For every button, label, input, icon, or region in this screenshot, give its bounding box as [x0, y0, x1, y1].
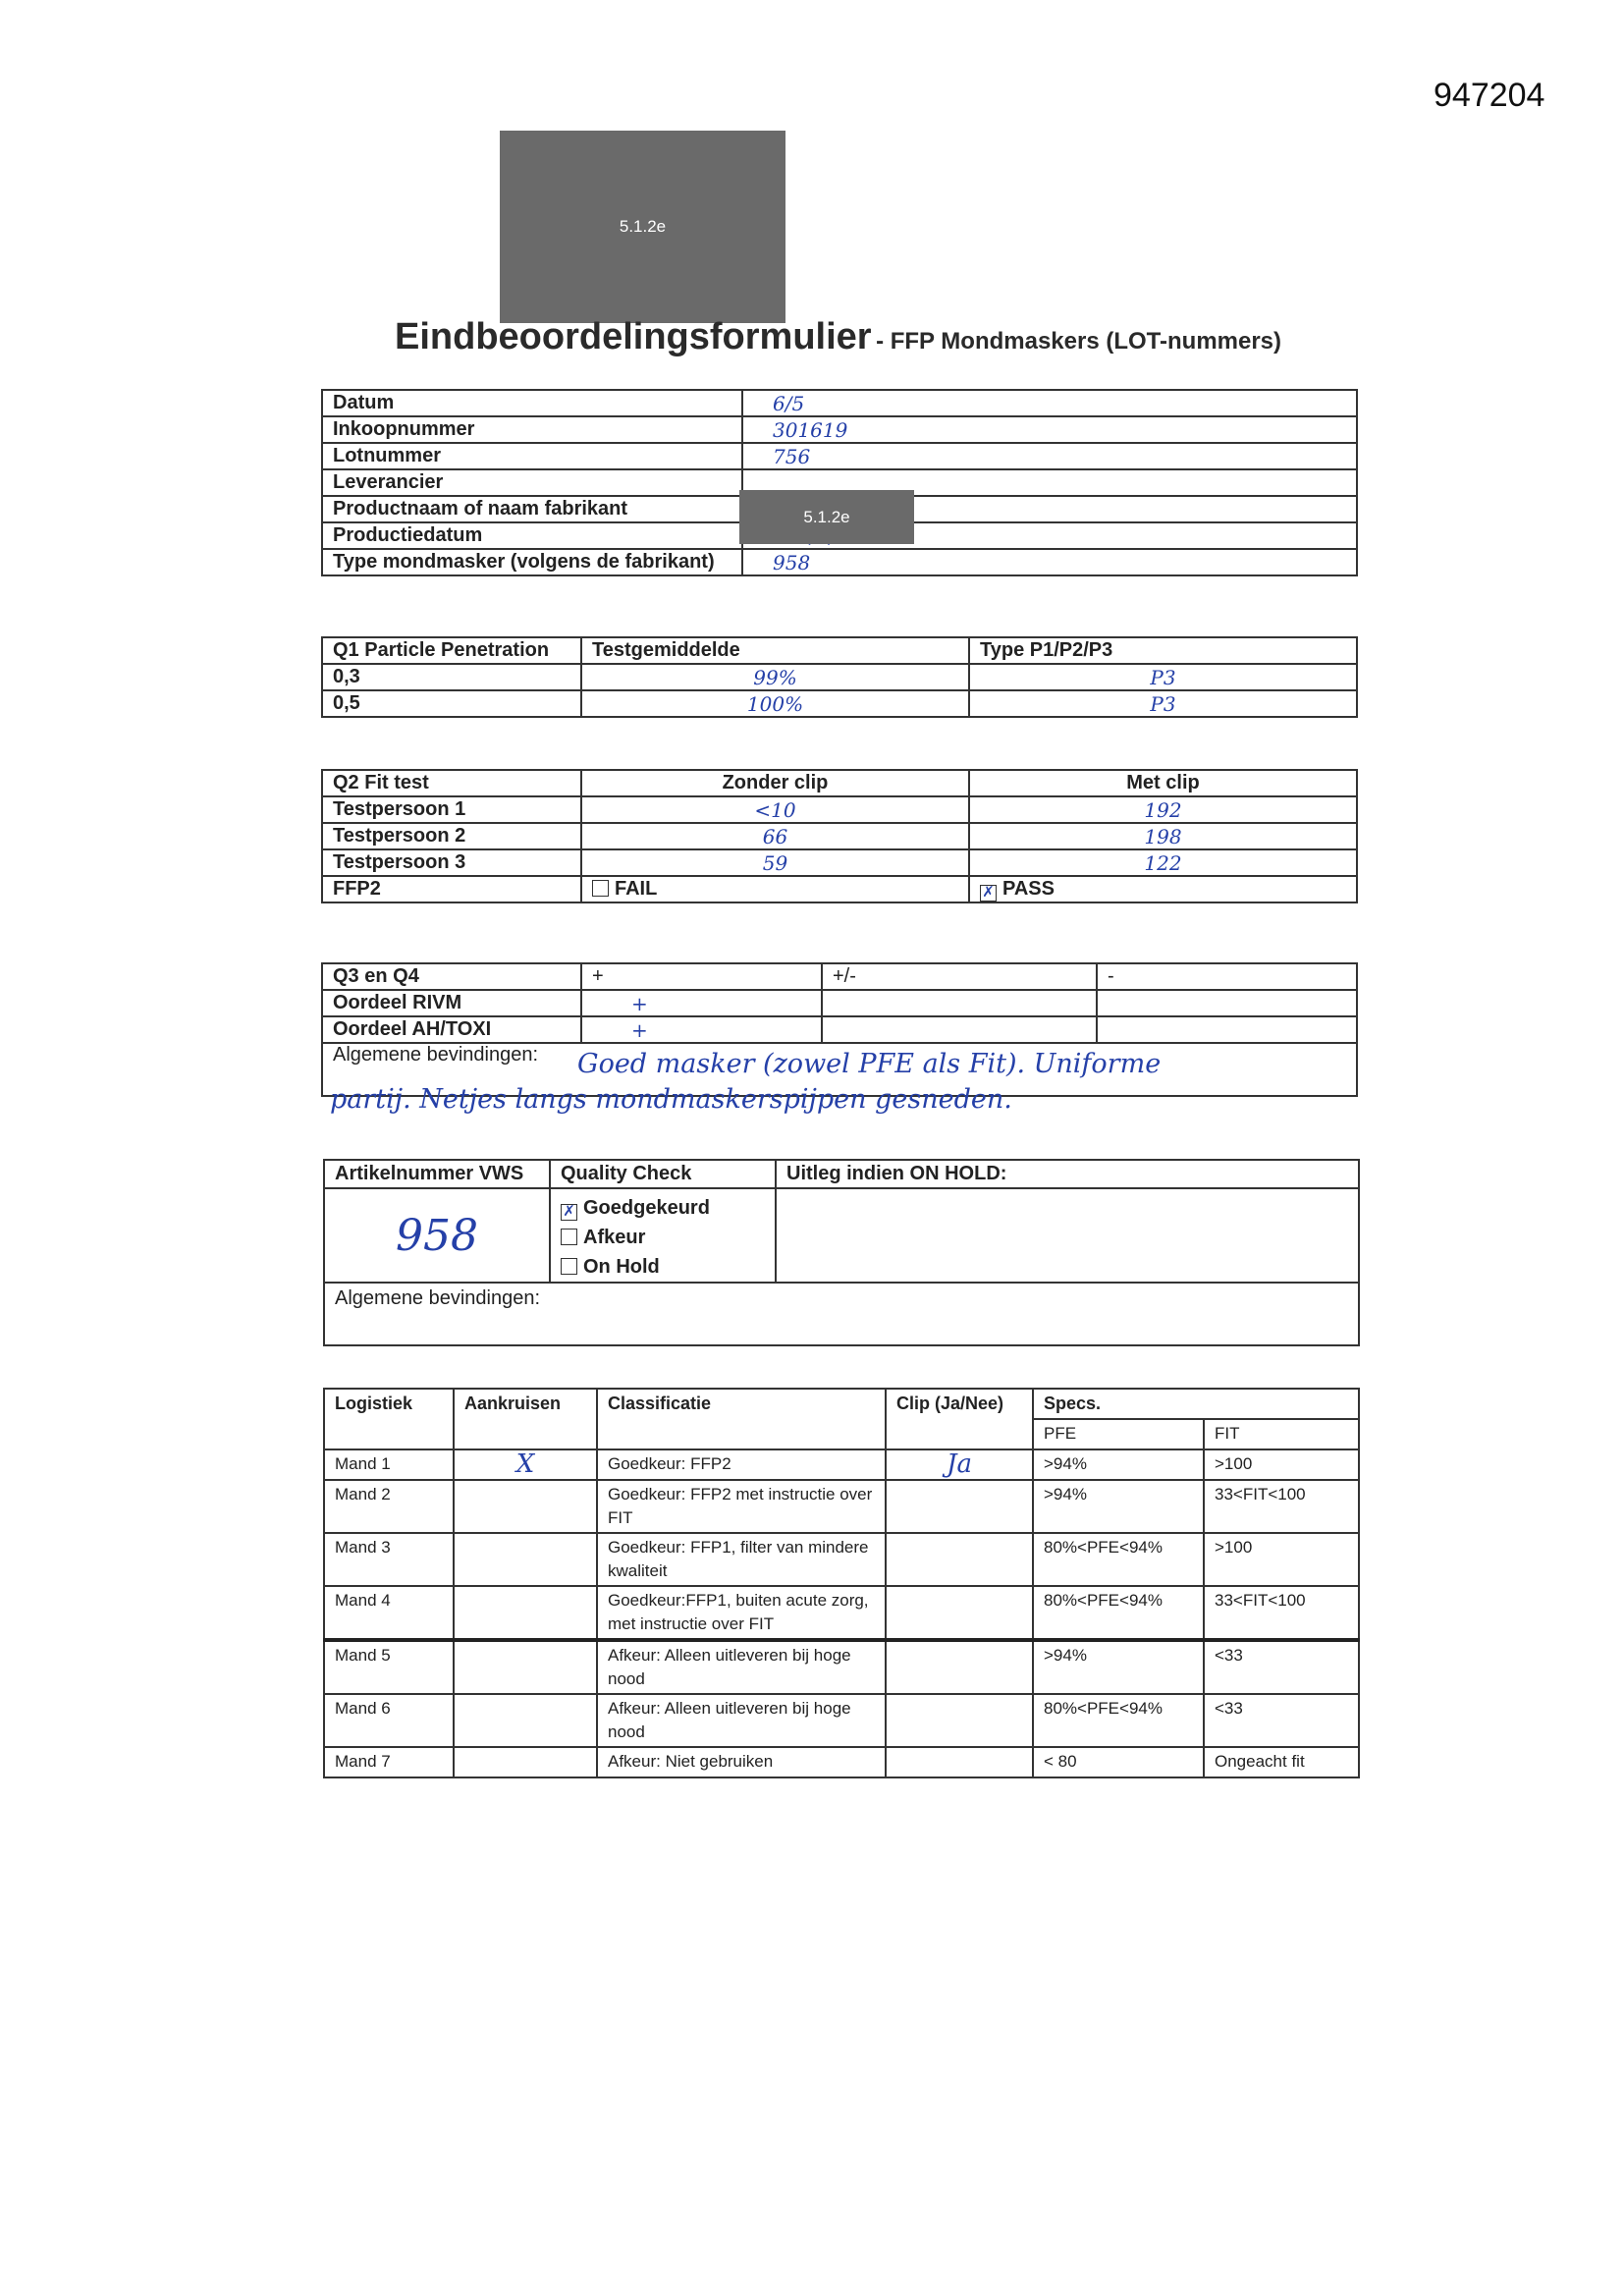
q3q4-findings-label: Algemene bevindingen:	[333, 1044, 539, 1066]
fit-with-clip: 122	[969, 849, 1357, 876]
quality-findings-cell	[324, 1283, 1359, 1345]
logistics-row	[324, 1694, 1359, 1747]
document-id: 947204	[1434, 77, 1545, 114]
q3q4-header-minus: -	[1097, 963, 1357, 990]
check-mark	[454, 1586, 597, 1640]
spec-fit: >100	[1204, 1533, 1359, 1586]
checkbox-checked-icon: ✗	[980, 885, 997, 902]
q3q4-header-plus: +	[581, 963, 822, 990]
findings-handwriting-line2: partij. Netjes langs mondmaskerspijpen gesneden.	[330, 1084, 1012, 1115]
quality-option[interactable]	[561, 1252, 765, 1282]
q1-header-avg: Testgemiddelde	[581, 637, 969, 664]
mand-label: Mand 5	[324, 1640, 454, 1694]
spec-pfe: >94%	[1033, 1480, 1204, 1533]
q2-row	[322, 796, 1357, 823]
logistics-header: Logistiek	[324, 1389, 454, 1449]
q1-row	[322, 664, 1357, 690]
mand-label: Mand 7	[324, 1747, 454, 1777]
general-info-label: Datum	[322, 390, 742, 416]
mand-label: Mand 4	[324, 1586, 454, 1640]
general-info-row	[322, 443, 1357, 469]
clip-value	[886, 1694, 1033, 1747]
classification: Afkeur: Alleen uitleveren bij hoge nood	[597, 1640, 886, 1694]
general-info-label: Type mondmasker (volgens de fabrikant)	[322, 549, 742, 575]
quality-option-label: Goedgekeurd	[583, 1197, 710, 1219]
article-number-handwritten: 958	[396, 1210, 478, 1261]
quality-header-hold: Uitleg indien ON HOLD:	[776, 1160, 1359, 1188]
quality-options	[550, 1188, 776, 1283]
q2-fit-table	[321, 769, 1358, 903]
mand-label: Mand 3	[324, 1533, 454, 1586]
fit-without-clip: <10	[581, 796, 969, 823]
fit-without-clip: 59	[581, 849, 969, 876]
general-info-label: Productiedatum	[322, 522, 742, 549]
spec-pfe: < 80	[1033, 1747, 1204, 1777]
general-info-label: Leverancier	[322, 469, 742, 496]
mand-label: Mand 2	[324, 1480, 454, 1533]
q1-header-type: Type P1/P2/P3	[969, 637, 1357, 664]
quality-option-label: Afkeur	[583, 1227, 646, 1248]
spec-pfe: 80%<PFE<94%	[1033, 1694, 1204, 1747]
ffp2-label: FFP2	[322, 876, 581, 902]
q1-average: 100%	[581, 690, 969, 717]
classification: Goedkeur: FFP2	[597, 1449, 886, 1480]
logistics-row	[324, 1586, 1359, 1640]
logistics-row	[324, 1533, 1359, 1586]
quality-findings-label: Algemene bevindingen:	[335, 1287, 541, 1309]
clip-value	[886, 1480, 1033, 1533]
quality-option[interactable]	[561, 1223, 765, 1252]
q3q4-header: Q3 en Q4	[322, 963, 581, 990]
form-title-main: Eindbeoordelingsformulier	[395, 316, 872, 357]
general-info-row	[322, 549, 1357, 575]
general-info-value: 301619	[742, 416, 1357, 443]
redaction-block-top	[500, 131, 785, 323]
clip-value: Ja	[886, 1449, 1033, 1480]
checkbox-icon	[561, 1229, 577, 1245]
classification: Goedkeur: FFP2 met instructie over FIT	[597, 1480, 886, 1533]
q2-row	[322, 823, 1357, 849]
logistics-row	[324, 1640, 1359, 1694]
q1-average: 99%	[581, 664, 969, 690]
logistics-table	[323, 1388, 1360, 1778]
clip-value	[886, 1533, 1033, 1586]
judgement-label: Oordeel AH/TOXI	[322, 1016, 581, 1043]
q2-header: Q2 Fit test	[322, 770, 581, 796]
q1-size: 0,5	[322, 690, 581, 717]
logistics-header-clip: Clip (Ja/Nee)	[886, 1389, 1033, 1449]
spec-pfe: 80%<PFE<94%	[1033, 1533, 1204, 1586]
testperson-label: Testpersoon 1	[322, 796, 581, 823]
quality-option-label: On Hold	[583, 1256, 660, 1278]
logistics-header-class: Classificatie	[597, 1389, 886, 1449]
redaction-code: 5.1.2e	[619, 217, 667, 236]
judgement-plus-mark: +	[581, 990, 822, 1016]
q1-size: 0,3	[322, 664, 581, 690]
check-mark	[454, 1747, 597, 1777]
check-mark	[454, 1694, 597, 1747]
quality-check-table	[323, 1159, 1360, 1346]
logistics-header-mark: Aankruisen	[454, 1389, 597, 1449]
judgement-minus-cell	[1097, 990, 1357, 1016]
judgement-plusminus-cell	[822, 1016, 1097, 1043]
findings-handwriting-line1: Goed masker (zowel PFE als Fit). Uniforme	[577, 1049, 1162, 1079]
mand-label: Mand 1	[324, 1449, 454, 1480]
q3q4-row	[322, 1016, 1357, 1043]
article-number-cell	[324, 1188, 550, 1283]
classification: Afkeur: Niet gebruiken	[597, 1747, 886, 1777]
general-info-value: 958	[742, 549, 1357, 575]
general-info-value: 6/5	[742, 390, 1357, 416]
check-mark: X	[454, 1449, 597, 1480]
q2-ffp2-row	[322, 876, 1357, 902]
check-mark	[454, 1640, 597, 1694]
redaction-block-field	[739, 490, 914, 544]
logistics-row	[324, 1480, 1359, 1533]
q3q4-header-plusminus: +/-	[822, 963, 1097, 990]
general-info-label: Productnaam of naam fabrikant	[322, 496, 742, 522]
classification: Goedkeur:FFP1, buiten acute zorg, met instructie over FIT	[597, 1586, 886, 1640]
quality-header-article: Artikelnummer VWS	[324, 1160, 550, 1188]
fail-label: FAIL	[615, 878, 658, 900]
checkbox-checked-icon: ✗	[561, 1204, 577, 1221]
redaction-code: 5.1.2e	[803, 507, 850, 526]
quality-option[interactable]	[561, 1193, 765, 1223]
pass-label: PASS	[1002, 877, 1055, 900]
checkbox-icon	[592, 880, 609, 897]
form-title	[395, 316, 1281, 358]
spec-fit: 33<FIT<100	[1204, 1586, 1359, 1640]
classification: Goedkeur: FFP1, filter van mindere kwaliteit	[597, 1533, 886, 1586]
logistics-row	[324, 1747, 1359, 1777]
mand-label: Mand 6	[324, 1694, 454, 1747]
classification: Afkeur: Alleen uitleveren bij hoge nood	[597, 1694, 886, 1747]
clip-value	[886, 1586, 1033, 1640]
general-info-row	[322, 390, 1357, 416]
q3q4-row	[322, 990, 1357, 1016]
general-info-row	[322, 416, 1357, 443]
logistics-header-specs: Specs.	[1033, 1389, 1359, 1419]
general-info-label: Lotnummer	[322, 443, 742, 469]
clip-value	[886, 1640, 1033, 1694]
spec-pfe: >94%	[1033, 1449, 1204, 1480]
logistics-header-pfe: PFE	[1033, 1419, 1204, 1449]
checkbox-icon	[561, 1258, 577, 1275]
fit-with-clip: 198	[969, 823, 1357, 849]
q2-row	[322, 849, 1357, 876]
spec-pfe: 80%<PFE<94%	[1033, 1586, 1204, 1640]
testperson-label: Testpersoon 3	[322, 849, 581, 876]
judgement-plus-mark: +	[581, 1016, 822, 1043]
testperson-label: Testpersoon 2	[322, 823, 581, 849]
spec-fit: 33<FIT<100	[1204, 1480, 1359, 1533]
general-info-label: Inkoopnummer	[322, 416, 742, 443]
q2-header-with: Met clip	[969, 770, 1357, 796]
pass-option[interactable]	[969, 876, 1357, 902]
spec-fit: Ongeacht fit	[1204, 1747, 1359, 1777]
general-info-value: 756	[742, 443, 1357, 469]
q1-type: P3	[969, 664, 1357, 690]
clip-value	[886, 1747, 1033, 1777]
q2-header-without: Zonder clip	[581, 770, 969, 796]
on-hold-explanation[interactable]	[776, 1188, 1359, 1283]
general-info-table	[321, 389, 1358, 576]
spec-fit: >100	[1204, 1449, 1359, 1480]
quality-header-check: Quality Check	[550, 1160, 776, 1188]
judgement-label: Oordeel RIVM	[322, 990, 581, 1016]
logistics-header-fit: FIT	[1204, 1419, 1359, 1449]
q1-row	[322, 690, 1357, 717]
spec-fit: <33	[1204, 1640, 1359, 1694]
spec-fit: <33	[1204, 1694, 1359, 1747]
logistics-row	[324, 1449, 1359, 1480]
check-mark	[454, 1533, 597, 1586]
fail-option[interactable]	[581, 876, 969, 902]
judgement-plusminus-cell	[822, 990, 1097, 1016]
fit-with-clip: 192	[969, 796, 1357, 823]
check-mark	[454, 1480, 597, 1533]
q1-particle-table	[321, 636, 1358, 718]
fit-without-clip: 66	[581, 823, 969, 849]
spec-pfe: >94%	[1033, 1640, 1204, 1694]
form-title-sub: - FFP Mondmaskers (LOT-nummers)	[876, 328, 1282, 355]
q1-type: P3	[969, 690, 1357, 717]
q1-header: Q1 Particle Penetration	[322, 637, 581, 664]
judgement-minus-cell	[1097, 1016, 1357, 1043]
